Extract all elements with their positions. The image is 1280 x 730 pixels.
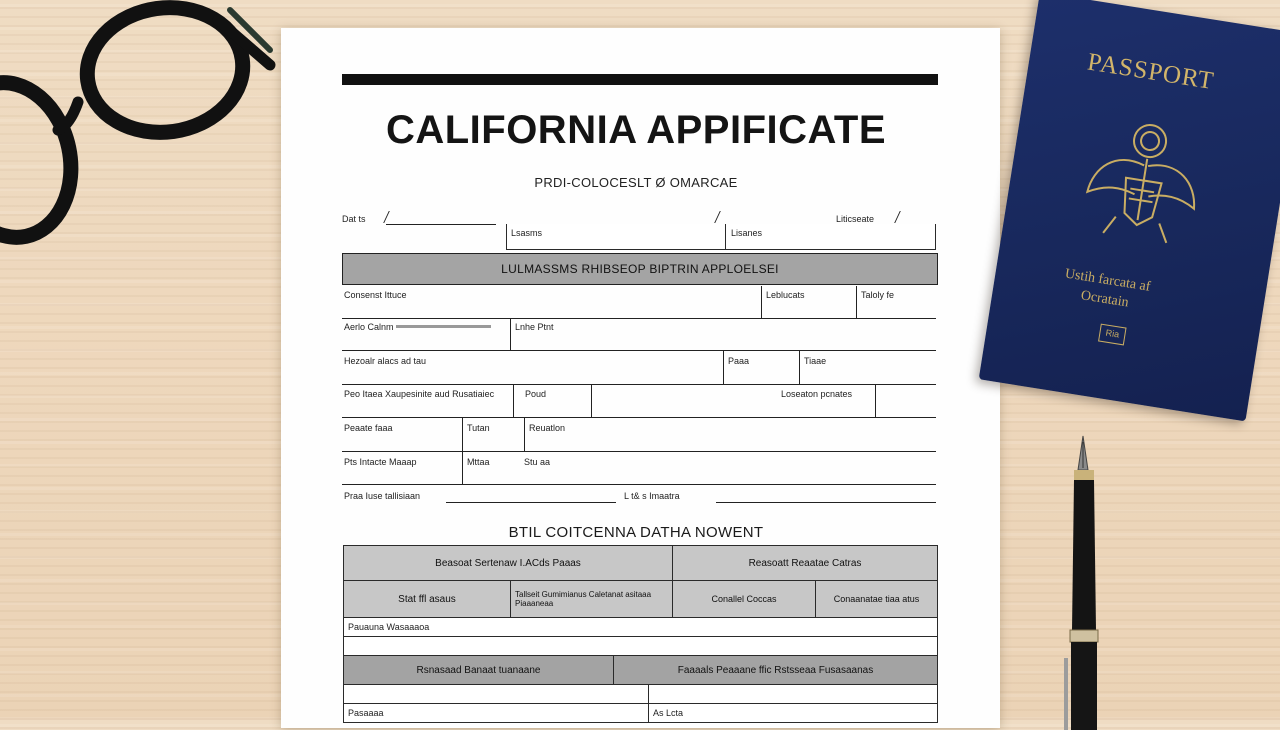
table-subheader-cell: Conaanatae tiaa atus (815, 580, 938, 618)
form-row-label: Aerlo Calnm (344, 322, 394, 332)
passport-subtitle: Ustih farcata af Ocratain (1063, 266, 1152, 311)
section-band: LULMASSMS RHIBSEOP BIPTRIN APPLOELSEI (342, 253, 938, 285)
date-label: Dat ts (342, 214, 366, 224)
form-title: CALIFORNIA APPIFICATE (385, 108, 887, 152)
table-row (343, 684, 649, 704)
form-row-label: Tutan (467, 423, 490, 433)
form-row-label: Stu aa (524, 457, 551, 467)
section-title: BTIL COITCENNA DATHA NOWENT (508, 524, 764, 541)
form-row-label: Peaate faaa (344, 423, 393, 433)
form-row-label: Poud (525, 389, 547, 399)
form-row-label: Hezoalr alacs ad tau (344, 356, 427, 366)
form-row-label: Lnhe Ptnt (515, 322, 554, 332)
table-header-cell: Faaaals Peaaane ffic Rstsseaa Fusasaanas (613, 655, 938, 685)
form-row-label: Pts Intacte Maaap (344, 457, 417, 467)
table-subheader-cell: Tallseit Gumimianus Caletanat asitaaa Piaaaneaa (510, 580, 673, 618)
table-header-cell: Reasoatt Reaatae Catras (672, 545, 938, 581)
form-row-label: Praa Iuse tallisiaan (344, 491, 421, 501)
passport-title: PASSPORT (1085, 48, 1217, 96)
right-date-label: Liticseate (836, 214, 875, 224)
table-subheader-cell: Stat ffl asaus (343, 580, 511, 618)
field-label: Lsasms (511, 228, 543, 238)
passport (979, 0, 1280, 421)
fountain-pen (1050, 430, 1110, 730)
eyeglasses (0, 0, 280, 260)
table-row: As Lcta (648, 703, 938, 723)
application-form (281, 28, 1000, 728)
form-row-label: Leblucats (766, 290, 805, 300)
form-row-label: Loseaton pcnates (781, 389, 853, 399)
form-row-label: Peo Itaea Xaupesinite aud Rusatiaiec (344, 389, 495, 399)
header-rule (342, 74, 938, 85)
form-row-label: Taloly fe (861, 290, 895, 300)
table-row: Pauauna Wasaaaoa (343, 617, 938, 637)
table-header-cell: Beasoat Sertenaw I.ACds Paaas (343, 545, 673, 581)
table-header-cell: Rsnasaad Banaat tuanaane (343, 655, 614, 685)
form-row-label: Reuatlon (529, 423, 566, 433)
form-row-label: Tiaae (804, 356, 827, 366)
form-row-label: Consenst Ittuce (344, 290, 407, 300)
form-row-label: L t& s Imaatra (624, 491, 680, 501)
eagle-emblem-icon (1072, 112, 1211, 259)
biometric-chip-icon: Ria (1098, 324, 1126, 346)
form-row-label: Paaa (728, 356, 750, 366)
form-subtitle: PRDI-COLOCESLT Ø OMARCAE (534, 175, 738, 190)
table-row: Pasaaaa (343, 703, 649, 723)
field-label: Lisanes (731, 228, 763, 238)
table-subheader-cell: Conallel Coccas (672, 580, 816, 618)
table-row (343, 636, 938, 656)
form-row-label: Mttaa (467, 457, 490, 467)
table-row (648, 684, 938, 704)
